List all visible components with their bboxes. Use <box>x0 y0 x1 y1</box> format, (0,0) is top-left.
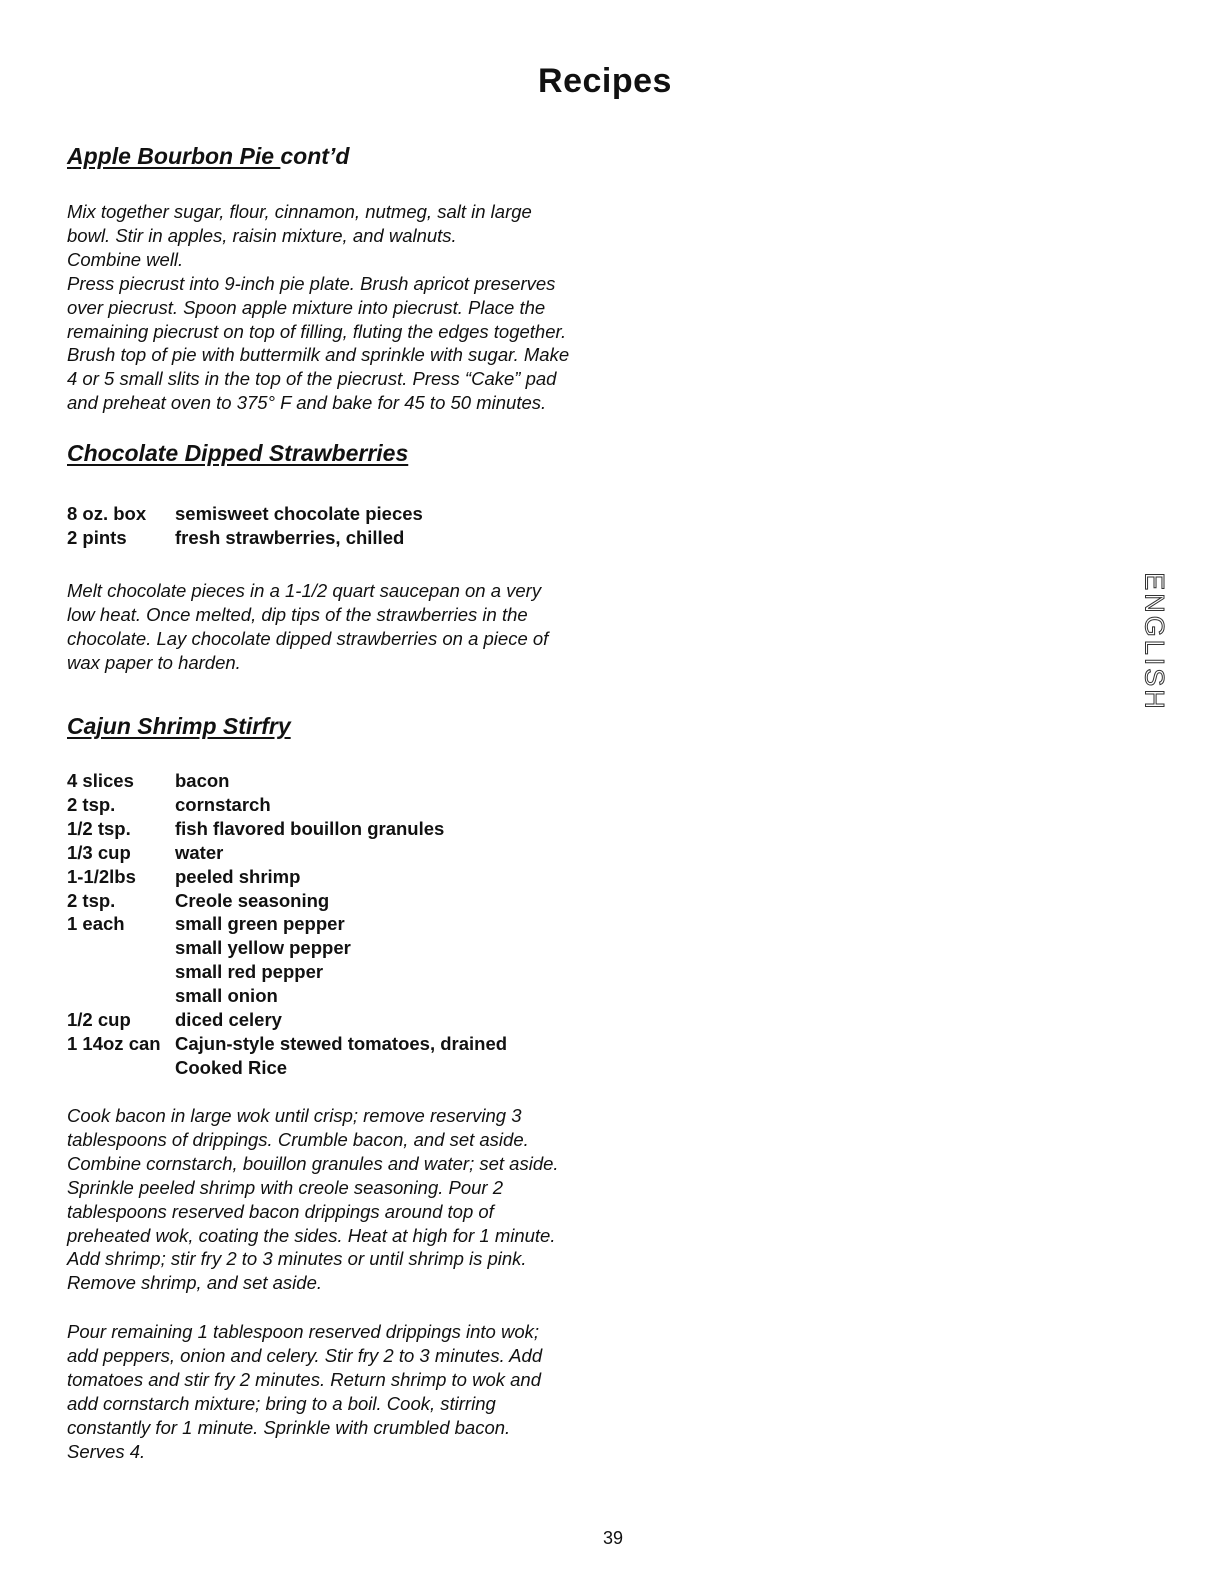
paragraph-line: tablespoons reserved bacon drippings around top of <box>67 1200 494 1222</box>
paragraph-line: Melt chocolate pieces in a 1-1/2 quart saucepan on a very <box>67 580 542 601</box>
strawberries-heading <box>67 440 408 467</box>
paragraph-line: chocolate. Lay chocolate dipped strawberries on a piece of <box>67 627 549 649</box>
apple-pie-heading-suffix: cont’d <box>280 143 350 169</box>
paragraph-line: Pour remaining 1 tablespoon reserved drippings into wok; <box>67 1321 540 1342</box>
ingredient-qty: 1-1/2lbs <box>67 865 136 887</box>
ingredient-row <box>67 526 423 550</box>
paragraph-line: add cornstarch mixture; bring to a boil. Cook, stirring <box>67 1392 496 1414</box>
shrimp-directions-2 <box>67 1320 627 1463</box>
ingredient-row <box>67 936 507 960</box>
paragraph-line: over piecrust. Spoon apple mixture into piecrust. Place the <box>67 296 546 318</box>
ingredient-row <box>67 502 423 526</box>
ingredient-item: peeled shrimp <box>175 865 301 887</box>
paragraph-line: tablespoons of drippings. Crumble bacon, and set aside. <box>67 1128 529 1150</box>
ingredient-qty <box>67 936 175 960</box>
shrimp-heading <box>67 713 291 740</box>
ingredient-item: fresh strawberries, chilled <box>175 526 405 548</box>
ingredient-qty: 1 14oz can <box>67 1032 161 1054</box>
paragraph-line: Mix together sugar, flour, cinnamon, nutmeg, salt in large <box>67 201 532 222</box>
paragraph-line: low heat. Once melted, dip tips of the strawberries in the <box>67 603 528 625</box>
ingredient-item: fish flavored bouillon granules <box>175 817 445 839</box>
ingredient-row <box>67 769 507 793</box>
ingredient-qty: 1/3 cup <box>67 841 131 863</box>
paragraph-line: Cook bacon in large wok until crisp; remove reserving 3 <box>67 1105 522 1126</box>
ingredient-qty: 1 each <box>67 913 125 935</box>
ingredient-item: small onion <box>175 985 278 1007</box>
ingredient-row <box>67 1008 507 1032</box>
ingredient-item: small yellow pepper <box>175 937 351 959</box>
page-number: 39 <box>602 1528 624 1548</box>
ingredient-qty <box>67 960 175 984</box>
ingredient-row <box>67 889 507 913</box>
paragraph-line: wax paper to harden. <box>67 651 241 673</box>
ingredient-item: small red pepper <box>175 961 324 983</box>
strawberries-directions <box>67 579 627 675</box>
ingredient-qty: 4 slices <box>67 770 134 791</box>
strawberries-ingredients <box>67 502 423 550</box>
ingredient-qty: 2 pints <box>67 526 127 548</box>
shrimp-directions-1 <box>67 1104 627 1295</box>
paragraph-line: bowl. Stir in apples, raisin mixture, and walnuts. <box>67 224 457 246</box>
shrimp-ingredients <box>67 769 507 1080</box>
ingredient-row <box>67 912 507 936</box>
paragraph-line: preheated wok, coating the sides. Heat at high for 1 minute. <box>67 1224 556 1246</box>
ingredient-qty: 1/2 tsp. <box>67 817 131 839</box>
ingredient-qty <box>67 1056 175 1080</box>
ingredient-item: semisweet chocolate pieces <box>175 503 423 524</box>
language-side-tab-label: ENGLISH <box>1139 572 1170 712</box>
paragraph-line: tomatoes and stir fry 2 minutes. Return shrimp to wok and <box>67 1368 542 1390</box>
ingredient-qty: 2 tsp. <box>67 793 116 815</box>
paragraph-line: Add shrimp; stir fry 2 to 3 minutes or until shrimp is pink. <box>67 1248 527 1270</box>
paragraph-line: Serves 4. <box>67 1440 146 1462</box>
paragraph-line: Press piecrust into 9-inch pie plate. Brush apricot preserves <box>67 272 556 294</box>
apple-pie-heading-title: Apple Bourbon Pie <box>67 143 281 169</box>
apple-pie-directions <box>67 200 627 415</box>
paragraph-line: 4 or 5 small slits in the top of the piecrust. Press “Cake” pad <box>67 368 557 390</box>
ingredient-item: Cajun-style stewed tomatoes, drained <box>175 1032 508 1054</box>
paragraph-line: Remove shrimp, and set aside. <box>67 1272 323 1294</box>
paragraph-line: remaining piecrust on top of filling, fluting the edges together. <box>67 320 567 342</box>
ingredient-item: small green pepper <box>175 913 345 935</box>
ingredient-qty: 2 tsp. <box>67 889 116 911</box>
ingredient-item: cornstarch <box>175 793 271 815</box>
ingredient-qty: 1/2 cup <box>67 1009 131 1031</box>
ingredient-row <box>67 817 507 841</box>
paragraph-line: and preheat oven to 375° F and bake for 45 to 50 minutes. <box>67 392 547 414</box>
ingredient-row <box>67 984 507 1008</box>
ingredient-row <box>67 1032 507 1056</box>
ingredient-row <box>67 841 507 865</box>
ingredient-qty: 8 oz. box <box>67 503 147 524</box>
language-side-tab <box>1136 567 1172 717</box>
apple-pie-heading <box>67 143 349 170</box>
ingredient-item: Creole seasoning <box>175 889 330 911</box>
ingredient-row <box>67 793 507 817</box>
paragraph-line: Sprinkle peeled shrimp with creole seasoning. Pour 2 <box>67 1176 504 1198</box>
ingredient-item: Cooked Rice <box>175 1056 288 1078</box>
ingredient-qty <box>67 984 175 1008</box>
ingredient-item: bacon <box>175 770 230 791</box>
ingredient-row <box>67 1056 507 1080</box>
paragraph-line: constantly for 1 minute. Sprinkle with crumbled bacon. <box>67 1416 511 1438</box>
ingredient-row <box>67 865 507 889</box>
ingredient-row <box>67 960 507 984</box>
paragraph-line: add peppers, onion and celery. Stir fry 2 to 3 minutes. Add <box>67 1344 543 1366</box>
ingredient-item: diced celery <box>175 1009 282 1031</box>
ingredient-item: water <box>175 841 224 863</box>
paragraph-line: Combine well. <box>67 248 184 270</box>
shrimp-heading-title: Cajun Shrimp Stirfry <box>67 713 291 739</box>
paragraph-line: Combine cornstarch, bouillon granules and water; set aside. <box>67 1152 559 1174</box>
paragraph-line: Brush top of pie with buttermilk and sprinkle with sugar. Make <box>67 344 570 366</box>
page-title: Recipes <box>538 62 672 100</box>
strawberries-heading-title: Chocolate Dipped Strawberries <box>67 440 409 466</box>
